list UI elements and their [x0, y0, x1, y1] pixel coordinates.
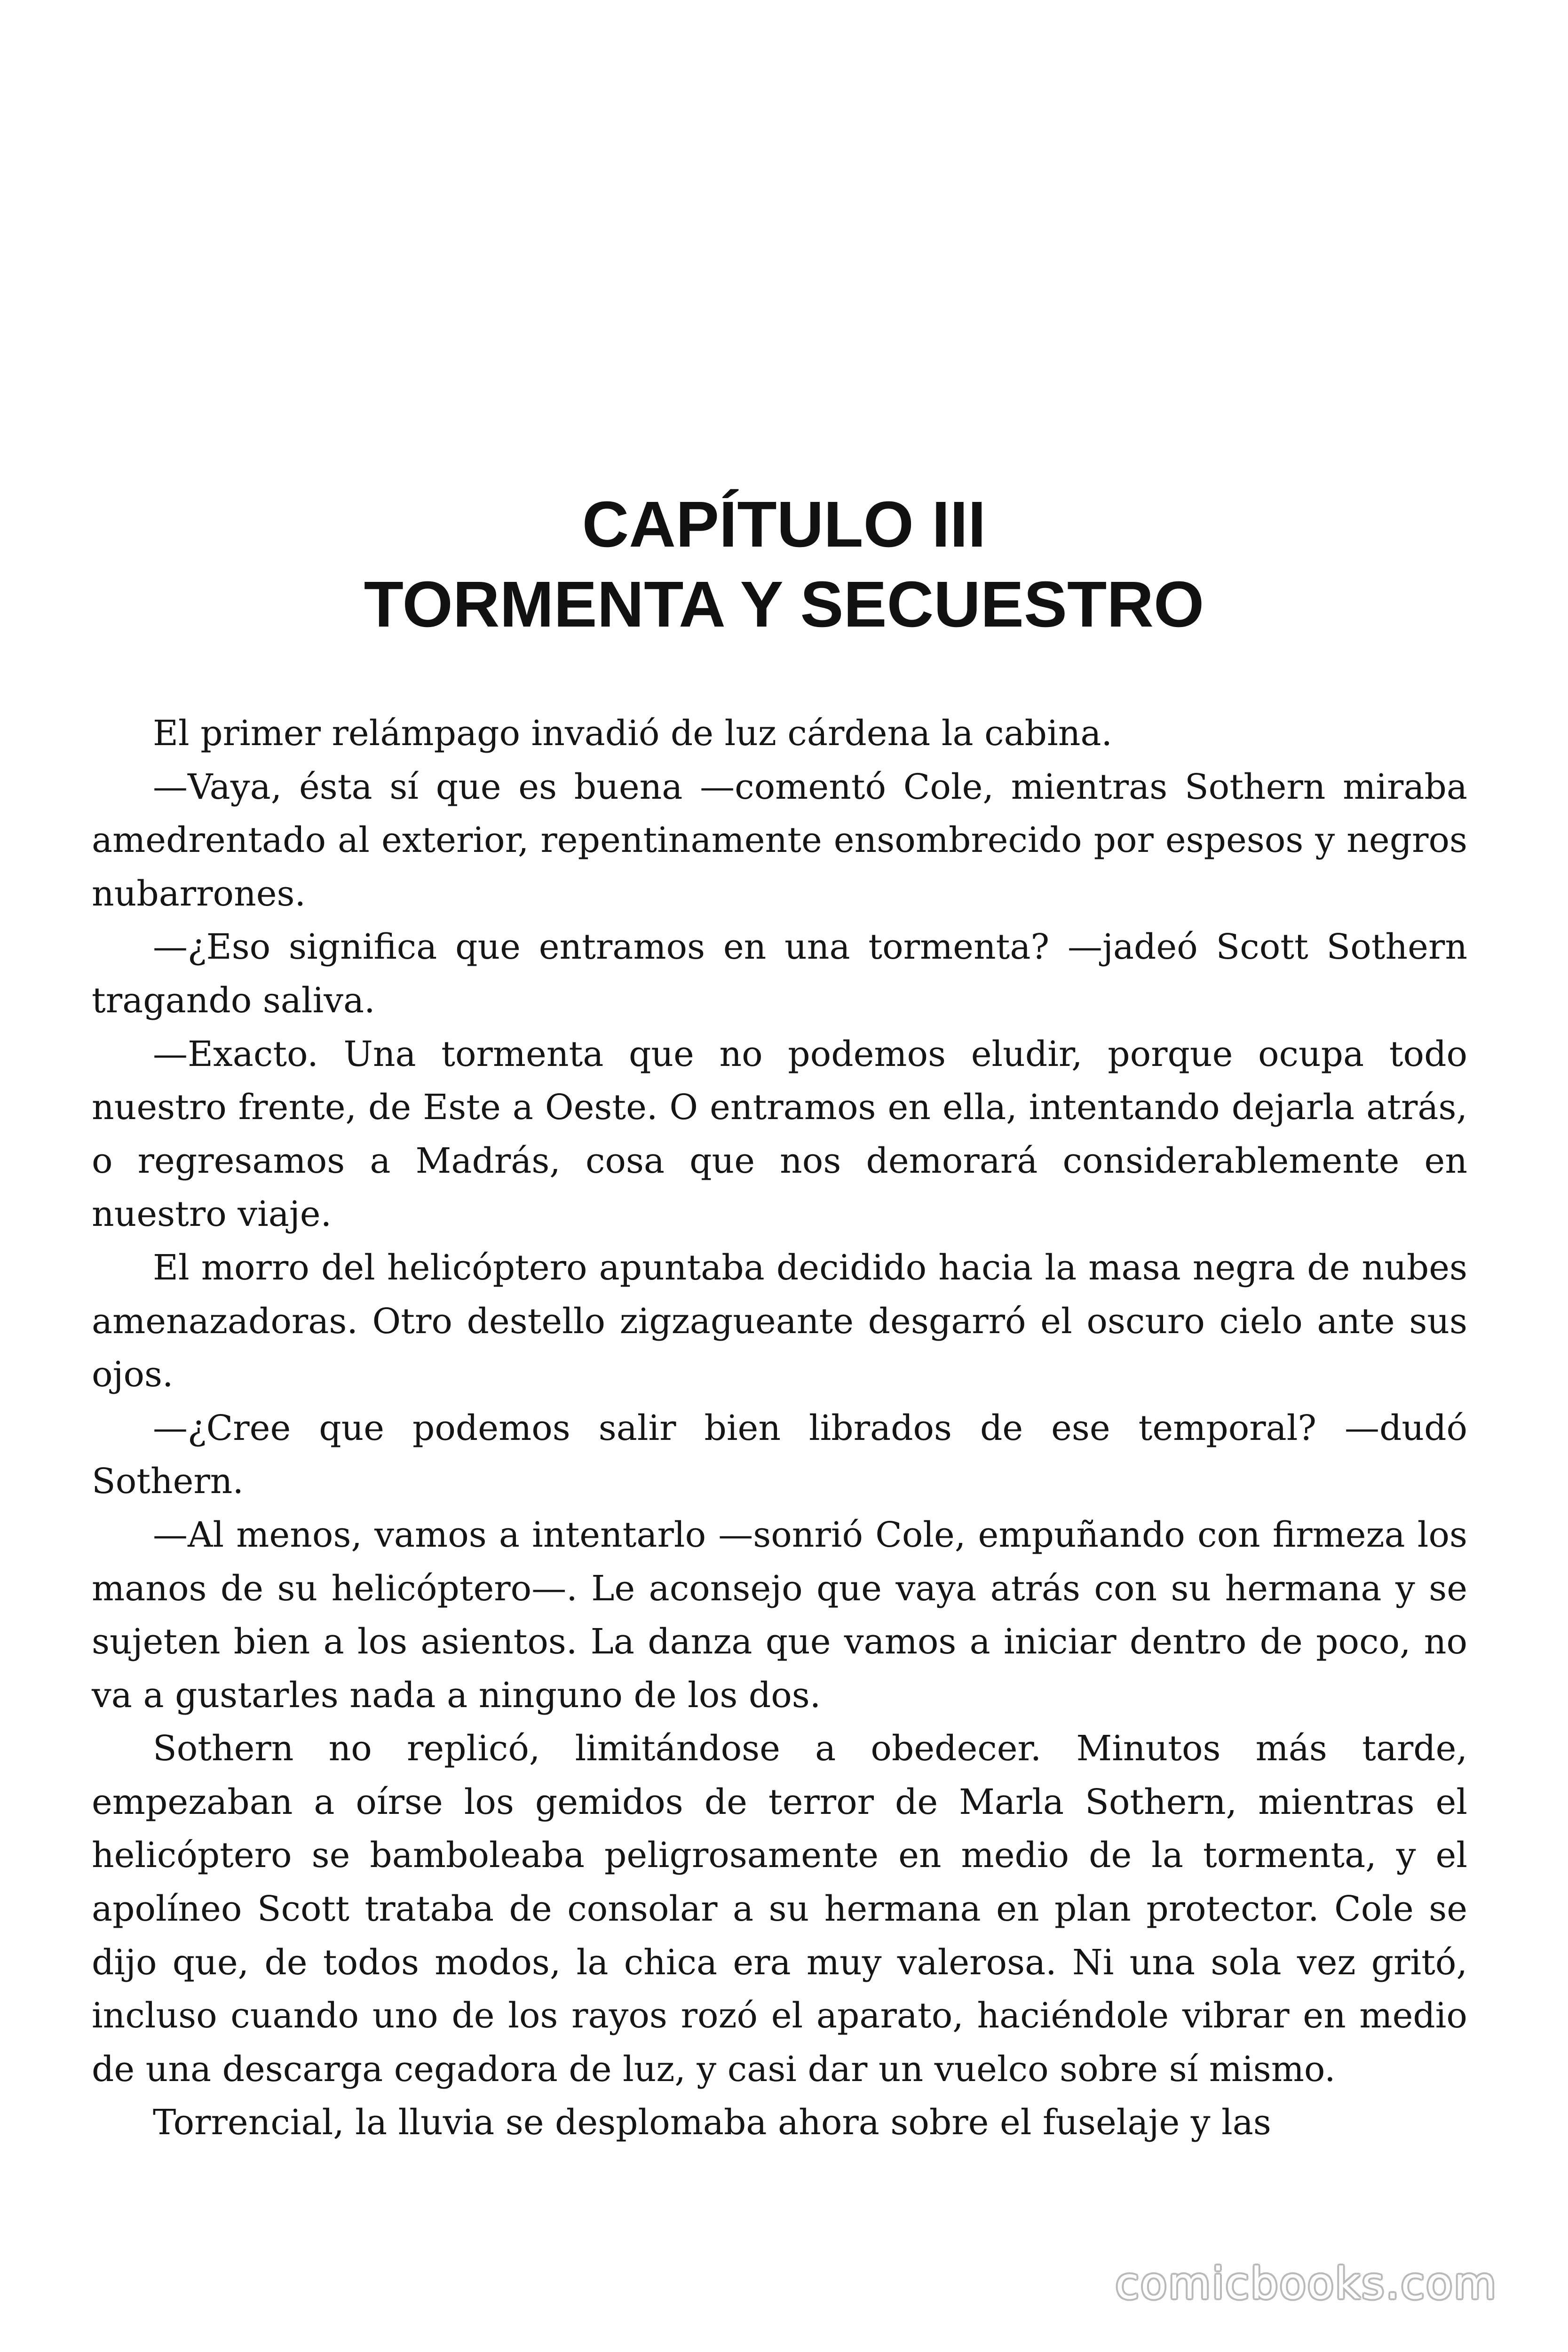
paragraph: El morro del helicóptero apuntaba decidido hacia la masa negra de nubes amenazadoras. Otro destello zigzagueante desgarró el oscuro cielo ante sus ojos. [92, 1247, 1467, 1395]
chapter-title: TORMENTA Y SECUESTRO [364, 568, 1204, 641]
chapter-heading [0, 485, 1568, 644]
chapter-number: CAPÍTULO III [582, 488, 986, 561]
paragraph: —Vaya, ésta sí que es buena —comentó Cole, mientras Sothern miraba amedrentado al exterior, repentinamente ensombrecido por espesos y negros nubarrones. [92, 766, 1467, 914]
watermark: comicbooks.com [1115, 2258, 1497, 2309]
body-text [92, 707, 1467, 2150]
paragraph: El primer relámpago invadió de luz cárdena la cabina. [153, 713, 1113, 754]
paragraph: —¿Cree que podemos salir bien librados de ese temporal? —dudó Sothern. [92, 1407, 1467, 1502]
paragraph: —¿Eso significa que entramos en una tormenta? —jadeó Scott Sothern tragando saliva. [92, 927, 1467, 1021]
paragraph: Sothern no replicó, limitándose a obedecer. Minutos más tarde, empezaban a oírse los gemidos de terror de Marla Sothern, mientras el helicóptero se bamboleaba peligrosamente en medio de la tormenta, y el apolíneo Scott trataba de consolar a su hermana en plan protector. Cole se dijo que, de todos modos, la chica era muy valerosa. Ni una sola vez gritó, incluso cuando uno de los rayos rozó el aparato, haciéndole vibrar en medio de una descarga cegadora de luz, y casi dar un vuelco sobre sí mismo. [92, 1728, 1467, 2090]
paragraph: Torrencial, la lluvia se desplomaba ahora sobre el fuselaje y las [153, 2102, 1271, 2143]
paragraph: —Al menos, vamos a intentarlo —sonrió Cole, empuñando con firmeza los manos de su helicóptero—. Le aconsejo que vaya atrás con su hermana y se sujeten bien a los asientos. La danza que vamos a iniciar dentro de poco, no va a gustarles nada a ninguno de los dos. [92, 1514, 1467, 1716]
paragraph: —Exacto. Una tormenta que no podemos eludir, porque ocupa todo nuestro frente, de Este a Oeste. O entramos en ella, intentando dejarla atrás, o regresamos a Madrás, cosa que nos demorará considerablemente en nuestro viaje. [92, 1033, 1467, 1235]
